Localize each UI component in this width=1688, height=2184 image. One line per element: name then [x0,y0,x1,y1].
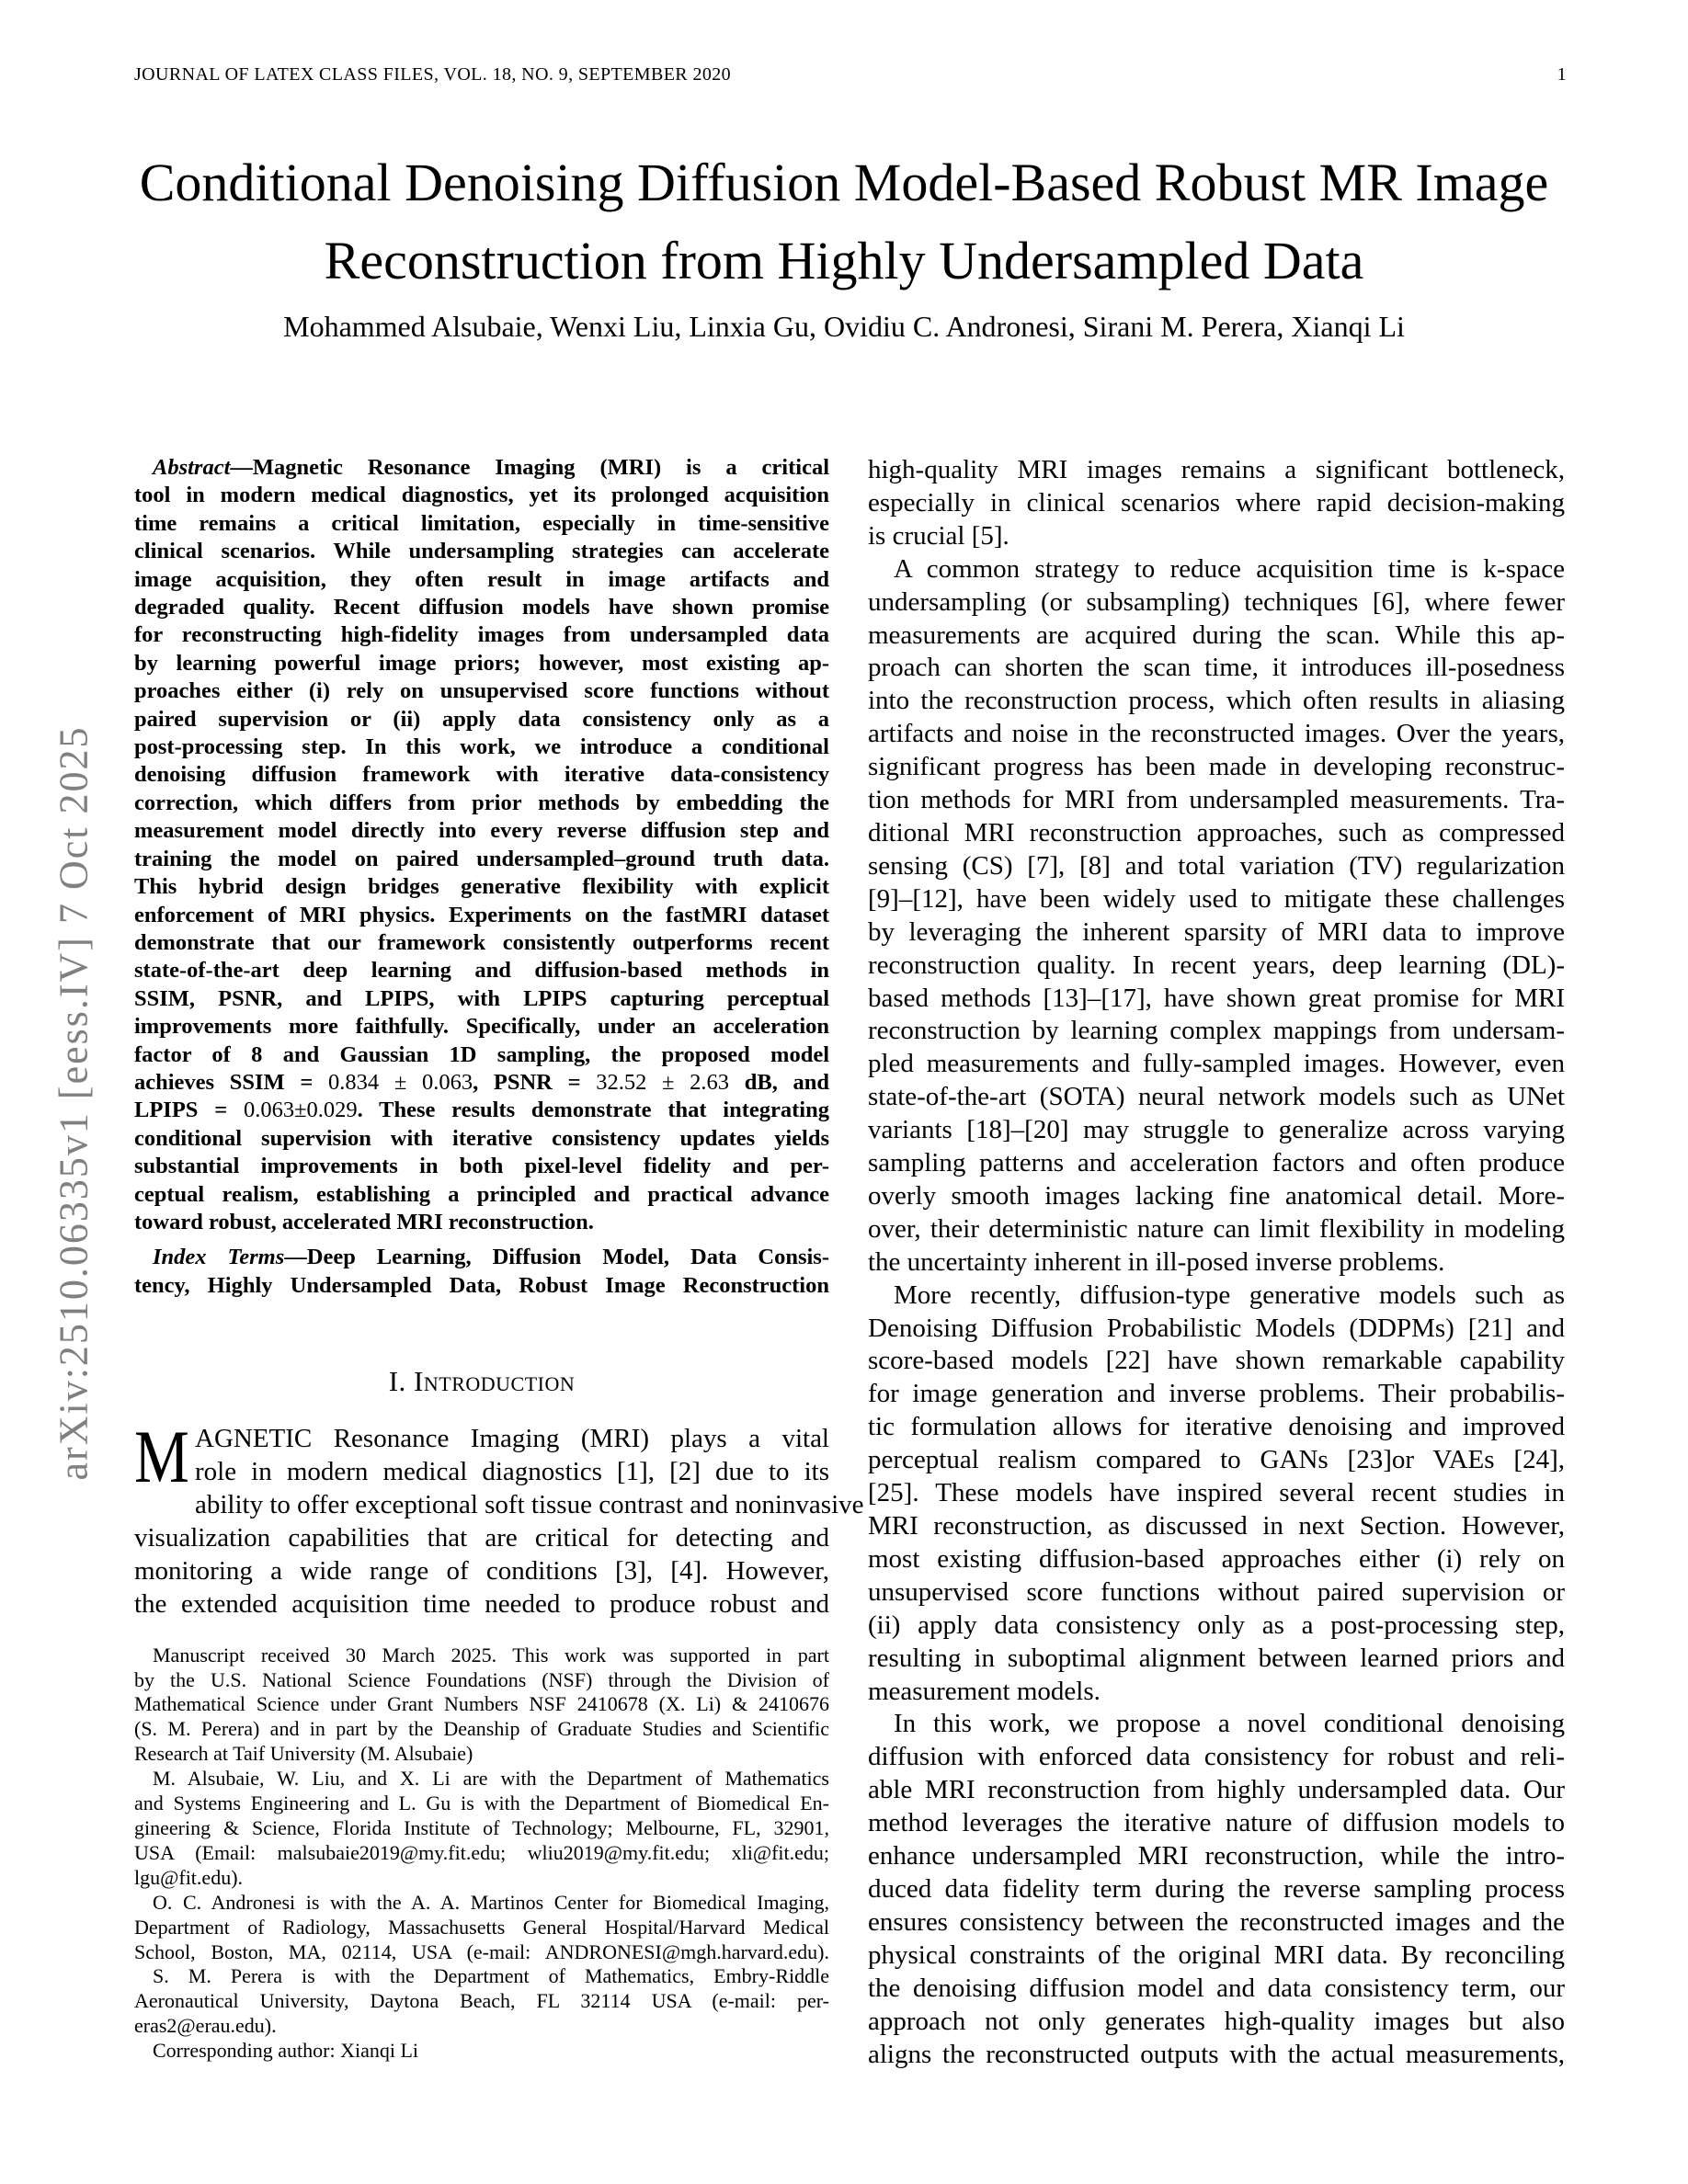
text-line: Denoising Diffusion Probabilistic Models (DDPMs) [21] and [868,1313,1565,1343]
text-line: resulting in suboptimal alignment between learned priors and [868,1643,1565,1673]
text-line: (S. M. Perera) and in part by the Deanship of Graduate Studies and Scientific [134,1717,829,1741]
text-line: Mathematical Science under Grant Numbers NSF 2410678 (X. Li) & 2410676 [134,1692,829,1716]
text-line: M. Alsubaie, W. Liu, and X. Li are with the Department of Mathematics [153,1767,829,1791]
text-line: role in modern medical diagnostics [1], [2] due to its [195,1457,829,1487]
right-column [868,454,1565,2071]
text-line: demonstrate that our framework consistently outperforms recent [134,929,829,955]
text-line: the extended acquisition time needed to produce robust and [134,1588,829,1619]
text-line: proaches either (i) rely on unsupervised score functions without [134,678,829,704]
text-line: for image generation and inverse problems. Their probabilis- [868,1379,1565,1409]
text-line: (ii) apply data consistency only as a post-processing step, [868,1610,1565,1640]
footnotes-block [134,1644,829,2064]
text-line: aligns the reconstructed outputs with the actual measurements, [868,2039,1565,2069]
text-line: diffusion with enforced data consistency for robust and reli- [868,1742,1565,1772]
paragraph-bottleneck [868,454,1565,553]
text-line: denoising diffusion framework with iterative data-consistency [134,762,829,788]
text-line: More recently, diffusion-type generative models such as [894,1280,1565,1310]
text-line: undersampling (or subsampling) techniques [6], where fewer [868,586,1565,617]
text-line: correction, which differs from prior methods by embedding the [134,790,829,815]
text-line: most existing diffusion-based approaches either (i) rely on [868,1543,1565,1574]
text-line: sampling patterns and acceleration factors and often produce [868,1148,1565,1178]
text-line: enforcement of MRI physics. Experiments on the fastMRI dataset [134,902,829,927]
text-line: method leverages the iterative nature of diffusion models to [868,1808,1565,1838]
abstract [134,454,829,1236]
intro-paragraph [134,1415,864,1621]
text-line: S. M. Perera is with the Department of Mathematics, Embry-Riddle [153,1964,829,1988]
intro-lines [134,1415,864,1621]
text-line: factor of 8 and Gaussian 1D sampling, the proposed model [134,1041,829,1067]
text-line: visualization capabilities that are critical for detecting and [134,1522,829,1553]
text-line: improvements more faithfully. Specifically, under an acceleration [134,1014,829,1040]
index-terms [134,1244,829,1300]
text-line: measurement model directly into every reverse diffusion step and [134,818,829,844]
text-line: tool in modern medical diagnostics, yet its prolonged acquisition [134,483,829,508]
text-line: achieves SSIM = 0.834 ± 0.063, PSNR = 32.52 ± 2.63 dB, and [134,1069,830,1095]
text-line: high-quality MRI images remains a significant bottleneck, [868,455,1565,484]
text-line: time remains a critical limitation, especially in time-sensitive [134,510,829,536]
text-line: based methods [13]–[17], have shown great promise for MRI [868,983,1565,1013]
text-line: into the reconstruction process, which often results in aliasing [868,686,1565,716]
math-text: 32.52 ± 2.63 [596,1069,730,1095]
text-line: the denoising diffusion model and data consistency term, our [868,1973,1565,2003]
text-line: by the U.S. National Science Foundations (NSF) through the Division of [134,1667,829,1691]
text-line: state-of-the-art (SOTA) neural network models such as UNet [868,1082,1565,1112]
text-line: by learning powerful image priors; however, most existing ap- [134,650,829,676]
text-line: Conditional Denoising Diffusion Model-Based Robust MR Image [139,153,1549,212]
text-line: conditional supervision with iterative consistency updates yields [134,1125,829,1151]
footnote-funding [134,1644,829,1768]
text-line: Index Terms—Deep Learning, Diffusion Model, Data Consis- [153,1245,829,1270]
text-line: Research at Taif University (M. Alsubaie) [134,1742,473,1766]
text-line: variants [18]–[20] may struggle to generalize across varying [868,1115,1565,1145]
text-line: state-of-the-art deep learning and diffusion-based methods in [134,958,829,984]
text-line: measurements are acquired during the scan. While this ap- [868,620,1565,650]
text-line: This hybrid design bridges generative flexibility with explicit [134,874,829,900]
text-line: monitoring a wide range of conditions [3], [4]. However, [134,1555,829,1586]
italic-text: Abstract [153,455,231,480]
text-line: unsupervised score functions without paired supervision or [868,1576,1565,1607]
text-line: MRI reconstruction, as discussed in next Section. However, [868,1511,1565,1541]
text-line: Reconstruction from Highly Undersampled Data [324,231,1364,290]
text-line: tion methods for MRI from undersampled measurements. Tra- [868,785,1565,815]
text-line: School, Boston, MA, 02114, USA (e-mail: ANDRONESI@mgh.harvard.edu). [134,1939,829,1963]
text-line: duced data fidelity term during the reverse sampling process [868,1873,1565,1904]
text-line: post-processing step. In this work, we introduce a conditional [134,734,829,760]
math-text: 0.063±0.029 [243,1098,358,1123]
text-line: physical constraints of the original MRI data. By reconciling [868,1939,1565,1970]
text-line: reconstruction quality. In recent years, deep learning (DL)- [868,950,1565,980]
text-line: SSIM, PSNR, and LPIPS, with LPIPS capturing perceptual [134,985,829,1011]
text-line: gineering & Science, Florida Institute of Technology; Melbourne, FL, 32901, [134,1815,829,1839]
text-line: lgu@fit.edu). [134,1865,244,1889]
arxiv-stamp: arXiv:2510.06335v1 [eess.IV] 7 Oct 2025 [51,725,97,1481]
text-line: [25]. These models have inspired several recent studies in [868,1478,1565,1508]
text-line: significant progress has been made in developing reconstruc- [868,752,1565,782]
text-line: USA (Email: malsubaie2019@my.fit.edu; wliu2019@my.fit.edu; xli@fit.edu; [134,1840,829,1864]
text-line: Corresponding author: Xianqi Li [153,2039,419,2063]
text-line: LPIPS = 0.063±0.029. These results demonstrate that integrating [134,1098,829,1123]
footnote-affiliation-mgh [134,1891,829,1965]
paragraph-proposed-work [868,1708,1565,2071]
journal-header-text: JOURNAL OF LATEX CLASS FILES, VOL. 18, NO. 9, SEPTEMBER 2020 [134,64,732,85]
text-line: toward robust, accelerated MRI reconstruction. [134,1209,594,1234]
text-line: ditional MRI reconstruction approaches, such as compressed [868,817,1565,847]
text-line: measurement models. [868,1676,1101,1706]
text-line: Manuscript received 30 March 2025. This work was supported in part [153,1643,829,1666]
text-line: ability to offer exceptional soft tissue contrast and noninvasive [195,1490,864,1519]
text-line: In this work, we propose a novel conditional denoising [894,1709,1565,1739]
text-line: able MRI reconstruction from highly undersampled data. Our [868,1775,1565,1805]
text-line: over, their deterministic nature can limit flexibility in modeling [868,1213,1565,1244]
text-line: approach not only generates high-quality images but also [868,2006,1565,2036]
footnote-corresponding-author [134,2039,829,2064]
text-line: pled measurements and fully-sampled images. However, even [868,1049,1565,1079]
text-line: score-based models [22] have shown remarkable capability [868,1346,1565,1376]
text-line: O. C. Andronesi is with the A. A. Martinos Center for Biomedical Imaging, [153,1890,829,1914]
paragraph-diffusion-models [868,1280,1565,1709]
text-line: sensing (CS) [7], [8] and total variation (TV) regularization [868,850,1565,881]
text-line: by leveraging the inherent sparsity of MRI data to improve [868,916,1565,947]
text-line: eras2@erau.edu). [134,2014,277,2038]
running-head [134,64,1567,85]
text-line: for reconstructing high-fidelity images from undersampled data [134,622,829,648]
footnote-affiliation-fit [134,1767,829,1891]
text-line: [9]–[12], have been widely used to mitigate these challenges [868,883,1565,914]
page-number: 1 [1557,64,1567,85]
text-line: Department of Radiology, Massachusetts General Hospital/Harvard Medical [134,1915,829,1939]
text-line: reconstruction by learning complex mappings from undersam- [868,1016,1565,1046]
dropcap-letter: M [134,1415,189,1499]
text-line: the uncertainty inherent in ill-posed inverse problems. [868,1246,1445,1277]
paragraph-undersampling [868,553,1565,1280]
text-line: clinical scenarios. While undersampling strategies can accelerate [134,539,829,564]
text-line: AGNETIC Resonance Imaging (MRI) plays a vital [195,1424,829,1454]
text-line: and Systems Engineering and L. Gu is with the Department of Biomedical En- [134,1792,829,1815]
paper-title [0,143,1688,300]
footnote-affiliation-erau [134,1964,829,2039]
text-line: tency, Highly Undersampled Data, Robust Image Reconstruction [134,1272,829,1298]
text-line: A common strategy to reduce acquisition time is k-space [894,553,1565,584]
author-list: Mohammed Alsubaie, Wenxi Liu, Linxia Gu, Ovidiu C. Andronesi, Sirani M. Perera, Xianqi Li [283,310,1405,343]
text-line: enhance undersampled MRI reconstruction, while the intro- [868,1841,1565,1871]
text-line: ceptual realism, establishing a principled and practical advance [134,1181,829,1207]
text-line: paired supervision or (ii) apply data consistency only as a [134,706,829,732]
text-line: perceptual realism compared to GANs [23]or VAEs [24], [868,1445,1565,1475]
text-line: Aeronautical University, Daytona Beach, FL 32114 USA (e-mail: per- [134,1989,829,2013]
left-column [134,454,864,2064]
text-line: degraded quality. Recent diffusion models have shown promise [134,595,829,620]
text-line: tic formulation allows for iterative denoising and improved [868,1412,1565,1442]
section-heading-introduction: I. Introduction [388,1365,576,1398]
text-line: proach can shorten the scan time, it introduces ill-posedness [868,653,1565,683]
text-line: is crucial [5]. [868,520,1009,551]
text-line: image acquisition, they often result in image artifacts and [134,566,829,592]
italic-text: Index Terms [153,1245,285,1270]
text-line: overly smooth images lacking fine anatomical detail. More- [868,1180,1565,1211]
text-line: Abstract—Magnetic Resonance Imaging (MRI) is a critical [153,455,829,480]
text-line: artifacts and noise in the reconstructed images. Over the years, [868,719,1565,749]
text-line: especially in clinical scenarios where rapid decision-making [868,487,1565,518]
text-line: training the model on paired undersampled–ground truth data. [134,846,829,871]
text-line: substantial improvements in both pixel-level fidelity and per- [134,1154,829,1179]
text-line: ensures consistency between the reconstructed images and the [868,1906,1565,1937]
math-text: 0.834 ± 0.063 [328,1069,473,1095]
